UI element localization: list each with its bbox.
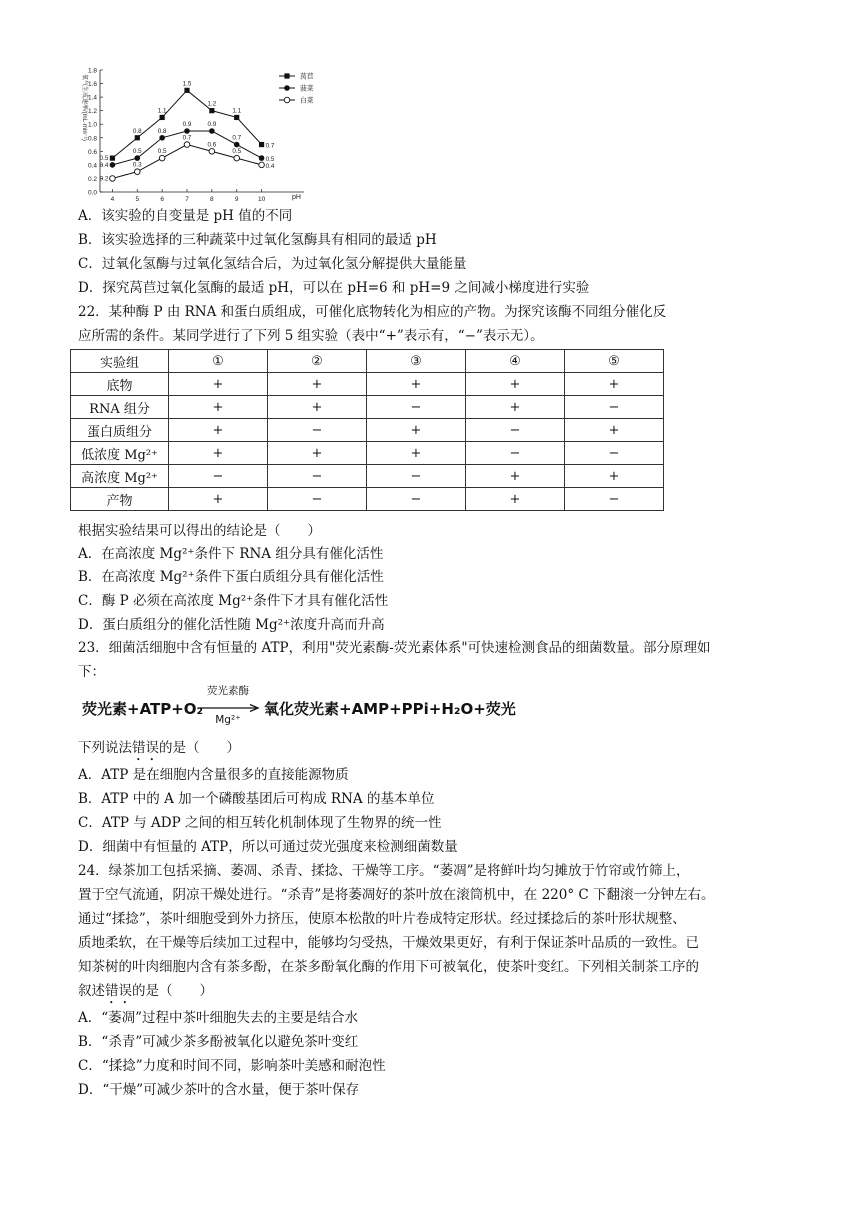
q22-stem-line2: 应所需的条件。某同学进行了下列 5 组实验（表中“+”表示有，“−”表示无）。	[78, 328, 544, 344]
legend-label: 菠菜	[300, 85, 314, 93]
data-label: 0.5	[132, 148, 142, 156]
table-cell: +	[268, 396, 367, 419]
x-tick-label: 8	[210, 196, 214, 203]
y-tick-label: 0.4	[87, 162, 97, 170]
data-label: 0.8	[157, 127, 167, 135]
table-row-label: 底物	[71, 373, 169, 396]
table-cell: +	[466, 488, 565, 511]
q24-option-d[interactable]: D．“干燥”可减少茶叶的含水量，便于茶叶保存	[78, 1082, 360, 1098]
table-row-label: 低浓度 Mg²⁺	[71, 442, 169, 465]
table-cell: −	[565, 396, 664, 419]
y-tick-label: 1.8	[87, 67, 97, 75]
data-point-square-icon	[110, 156, 115, 161]
table-cell: −	[367, 488, 466, 511]
formula-reactants: 荧光素+ATP+O₂	[82, 700, 204, 718]
data-label: 1.1	[232, 107, 242, 115]
q23-option-b[interactable]: B．ATP 中的 A 加一个磷酸基团后可构成 RNA 的基本单位	[78, 791, 435, 807]
data-point-open-circle-icon	[209, 149, 215, 155]
prompt-text: 的是（ ）	[159, 740, 240, 756]
data-point-open-circle-icon	[110, 176, 116, 182]
y-tick-label: 1.6	[87, 81, 97, 89]
table-row	[71, 488, 664, 511]
x-axis-label: pH	[292, 194, 301, 201]
data-point-open-circle-icon	[134, 169, 140, 175]
chart-axes	[81, 68, 304, 204]
table-cell: +	[565, 465, 664, 488]
table-cell: −	[367, 396, 466, 419]
data-label: 0.5	[265, 156, 275, 164]
data-point-square-icon	[160, 115, 165, 120]
y-tick-label: 1.4	[87, 94, 97, 102]
data-label: 1.5	[182, 80, 192, 88]
x-tick-label: 7	[185, 196, 189, 203]
table-header-cell: ④	[466, 350, 565, 373]
x-tick-label: 9	[234, 196, 239, 203]
data-point-circle-icon	[259, 155, 265, 161]
q22-option-b[interactable]: B．在高浓度 Mg²⁺条件下蛋白质组分具有催化活性	[78, 569, 384, 585]
table-cell: +	[268, 442, 367, 465]
q23-option-a[interactable]: A．ATP 是在细胞内含量很多的直接能源物质	[78, 767, 349, 783]
legend-label: 白菜	[300, 97, 314, 105]
table-row-label: 蛋白质组分	[71, 419, 169, 442]
table-row	[71, 419, 664, 442]
table-cell: +	[466, 465, 565, 488]
table-cell: +	[169, 419, 268, 442]
data-point-open-circle-icon	[234, 155, 240, 161]
table-cell: −	[466, 419, 565, 442]
q23-prompt	[78, 738, 240, 764]
q24-option-a[interactable]: A．“萎凋”过程中茶叶细胞失去的主要是结合水	[78, 1010, 359, 1026]
data-point-open-circle-icon	[159, 155, 165, 161]
table-cell: −	[268, 419, 367, 442]
y-tick-label: 1.0	[87, 121, 97, 129]
data-point-square-icon	[184, 88, 189, 93]
q23-option-c[interactable]: C．ATP 与 ADP 之间的相互转化机制体现了生物界的统一性	[78, 815, 442, 831]
q22-option-c[interactable]: C．酶 P 必须在高浓度 Mg²⁺条件下才具有催化活性	[78, 593, 389, 609]
q24-stem-line: 质地柔软，在干燥等后续加工过程中，能够均匀受热，干燥效果更好，有利于保证茶叶品质的一致性。已	[78, 935, 699, 951]
table-cell: +	[268, 373, 367, 396]
data-point-square-icon	[135, 135, 140, 140]
data-label: 0.5	[99, 155, 109, 163]
data-label: 0.7	[265, 142, 275, 150]
q24-stem-line: 24．绿茶加工包括采摘、萎凋、杀青、揉捻、干燥等工序。“萎凋”是将鲜叶均匀摊放于竹帘或竹筛上，	[78, 863, 690, 879]
table-cell: −	[268, 465, 367, 488]
data-label: 0.7	[182, 134, 192, 142]
x-tick-label: 5	[135, 196, 140, 203]
table-row	[71, 442, 664, 465]
formula-products: 氧化荧光素+AMP+PPi+H₂O+荧光	[264, 700, 516, 718]
data-point-open-circle-icon	[284, 97, 290, 103]
ph-rate-line-chart	[74, 62, 344, 204]
table-row-label: 高浓度 Mg²⁺	[71, 465, 169, 488]
q21-option-d[interactable]: D．探究莴苣过氧化氢酶的最适 pH，可以在 pH=6 和 pH=9 之间减小梯度进行实验	[78, 280, 590, 296]
q22-option-a[interactable]: A．在高浓度 Mg²⁺条件下 RNA 组分具有催化活性	[78, 546, 384, 562]
data-point-circle-icon	[209, 128, 215, 134]
x-tick-label: 4	[110, 196, 115, 203]
table-cell: +	[169, 442, 268, 465]
table-cell: −	[367, 465, 466, 488]
q23-option-d[interactable]: D．细菌中有恒量的 ATP，所以可通过荧光强度来检测细菌数量	[78, 839, 458, 855]
data-point-circle-icon	[284, 85, 290, 91]
data-point-circle-icon	[110, 162, 116, 168]
data-label: 0.3	[132, 161, 142, 169]
q23-stem-line2: 下：	[78, 664, 105, 680]
table-cell: +	[466, 396, 565, 419]
q21-option-c[interactable]: C．过氧化氢酶与过氧化氢结合后，为过氧化氢分解提供大量能量	[78, 256, 467, 272]
data-label: 0.5	[232, 148, 242, 156]
table-row	[71, 373, 664, 396]
y-tick-label: 1.2	[87, 108, 97, 116]
emphasis-text: 错误	[105, 983, 132, 999]
q22-prompt: 根据实验结果可以得出的结论是（ ）	[78, 523, 321, 539]
prompt-text: 叙述	[78, 983, 105, 999]
data-point-circle-icon	[134, 155, 140, 161]
table-row	[71, 396, 664, 419]
table-cell: +	[169, 396, 268, 419]
y-axis-label: 氧气生成速率/(mL·min⁻¹)	[81, 74, 87, 141]
data-label: 1.2	[207, 100, 217, 108]
data-point-square-icon	[209, 108, 214, 113]
table-cell: −	[565, 442, 664, 465]
luciferase-reaction-equation	[82, 686, 522, 734]
q24-stem-line: 知茶树的叶肉细胞内含有茶多酚，在茶多酚氧化酶的作用下可被氧化，使茶叶变红。下列相关制茶工序的	[78, 959, 699, 975]
data-label: 1.1	[157, 107, 167, 115]
table-header-row	[71, 350, 664, 373]
reaction-arrow-icon	[198, 704, 260, 712]
y-tick-label: 0.0	[87, 189, 97, 197]
chart-legend	[279, 72, 314, 105]
data-label: 0.9	[182, 121, 192, 128]
q22-stem-line1: 22．某种酶 P 由 RNA 和蛋白质组成，可催化底物转化为相应的产物。为探究该酶不同组分催化反	[78, 304, 667, 320]
table-row-label: 产物	[71, 488, 169, 511]
data-point-square-icon	[284, 73, 289, 78]
data-label: 0.6	[207, 141, 217, 149]
emphasis-text: 错误	[132, 740, 159, 756]
data-point-square-icon	[259, 142, 264, 147]
y-tick-label: 0.6	[87, 148, 97, 156]
q24-stem-line: 置于空气流通，阴凉干燥处进行。“杀青”是将萎凋好的茶叶放在滚筒机中，在 220° C 下翻滚一分钟左右。	[78, 887, 715, 903]
prompt-text: 下列说法	[78, 740, 132, 756]
q24-option-c[interactable]: C．“揉捻”力度和时间不同，影响茶叶美感和耐泡性	[78, 1058, 386, 1074]
data-label: 0.5	[157, 148, 167, 156]
y-tick-label: 0.2	[87, 175, 97, 183]
q23-stem-line1: 23．细菌活细胞中含有恒量的 ATP，利用"荧光素酶-荧光素体系"可快速检测食品的细菌数量。部分原理如	[78, 640, 711, 656]
q21-option-a[interactable]: A．该实验的自变量是 pH 值的不同	[78, 208, 293, 224]
q24-prompt	[78, 981, 213, 1007]
prompt-text: 的是（ ）	[132, 983, 213, 999]
data-label: 0.4	[265, 162, 275, 170]
table-cell: +	[367, 373, 466, 396]
data-label: 0.9	[207, 121, 217, 128]
chart-series	[100, 80, 275, 182]
data-point-square-icon	[234, 115, 239, 120]
data-label: 0.8	[132, 127, 142, 135]
table-cell: +	[565, 373, 664, 396]
table-header-cell: ③	[367, 350, 466, 373]
table-cell: +	[169, 373, 268, 396]
data-point-circle-icon	[159, 135, 165, 141]
q24-option-b[interactable]: B．“杀青”可减少茶多酚被氧化以避免茶叶变红	[78, 1034, 359, 1050]
table-header-cell: 实验组	[71, 350, 169, 373]
table-cell: +	[367, 419, 466, 442]
table-cell: −	[466, 442, 565, 465]
data-label: 0.4	[99, 161, 109, 169]
table-header-cell: ①	[169, 350, 268, 373]
q24-stem-line: 通过“揉捻”，茶叶细胞受到外力挤压，使原本松散的叶片卷成特定形状。经过揉捻后的茶叶形状规整、	[78, 911, 686, 927]
legend-label: 莴苣	[300, 73, 314, 81]
table-header-cell: ②	[268, 350, 367, 373]
q21-option-b[interactable]: B．该实验选择的三种蔬菜中过氧化氢酶具有相同的最适 pH	[78, 232, 437, 248]
x-tick-label: 6	[160, 196, 164, 203]
q22-option-d[interactable]: D．蛋白质组分的催化活性随 Mg²⁺浓度升高而升高	[78, 617, 385, 633]
table-cell: −	[565, 488, 664, 511]
data-point-circle-icon	[184, 128, 190, 134]
data-label: 0.2	[99, 175, 109, 183]
q22-experiment-table	[70, 349, 664, 511]
formula-cofactor: Mg²⁺	[215, 714, 241, 726]
data-point-open-circle-icon	[184, 142, 190, 148]
table-header-cell: ⑤	[565, 350, 664, 373]
y-tick-label: 0.8	[87, 135, 97, 143]
table-cell: +	[169, 488, 268, 511]
table-row-label: RNA 组分	[71, 396, 169, 419]
formula-catalyst: 荧光素酶	[207, 685, 249, 697]
table-cell: −	[268, 488, 367, 511]
table-cell: +	[367, 442, 466, 465]
data-point-circle-icon	[234, 142, 240, 148]
table-row	[71, 465, 664, 488]
table-cell: +	[565, 419, 664, 442]
data-label: 0.7	[232, 134, 242, 142]
x-tick-label: 10	[257, 196, 266, 203]
table-cell: −	[169, 465, 268, 488]
data-point-open-circle-icon	[259, 162, 265, 168]
table-cell: +	[466, 373, 565, 396]
